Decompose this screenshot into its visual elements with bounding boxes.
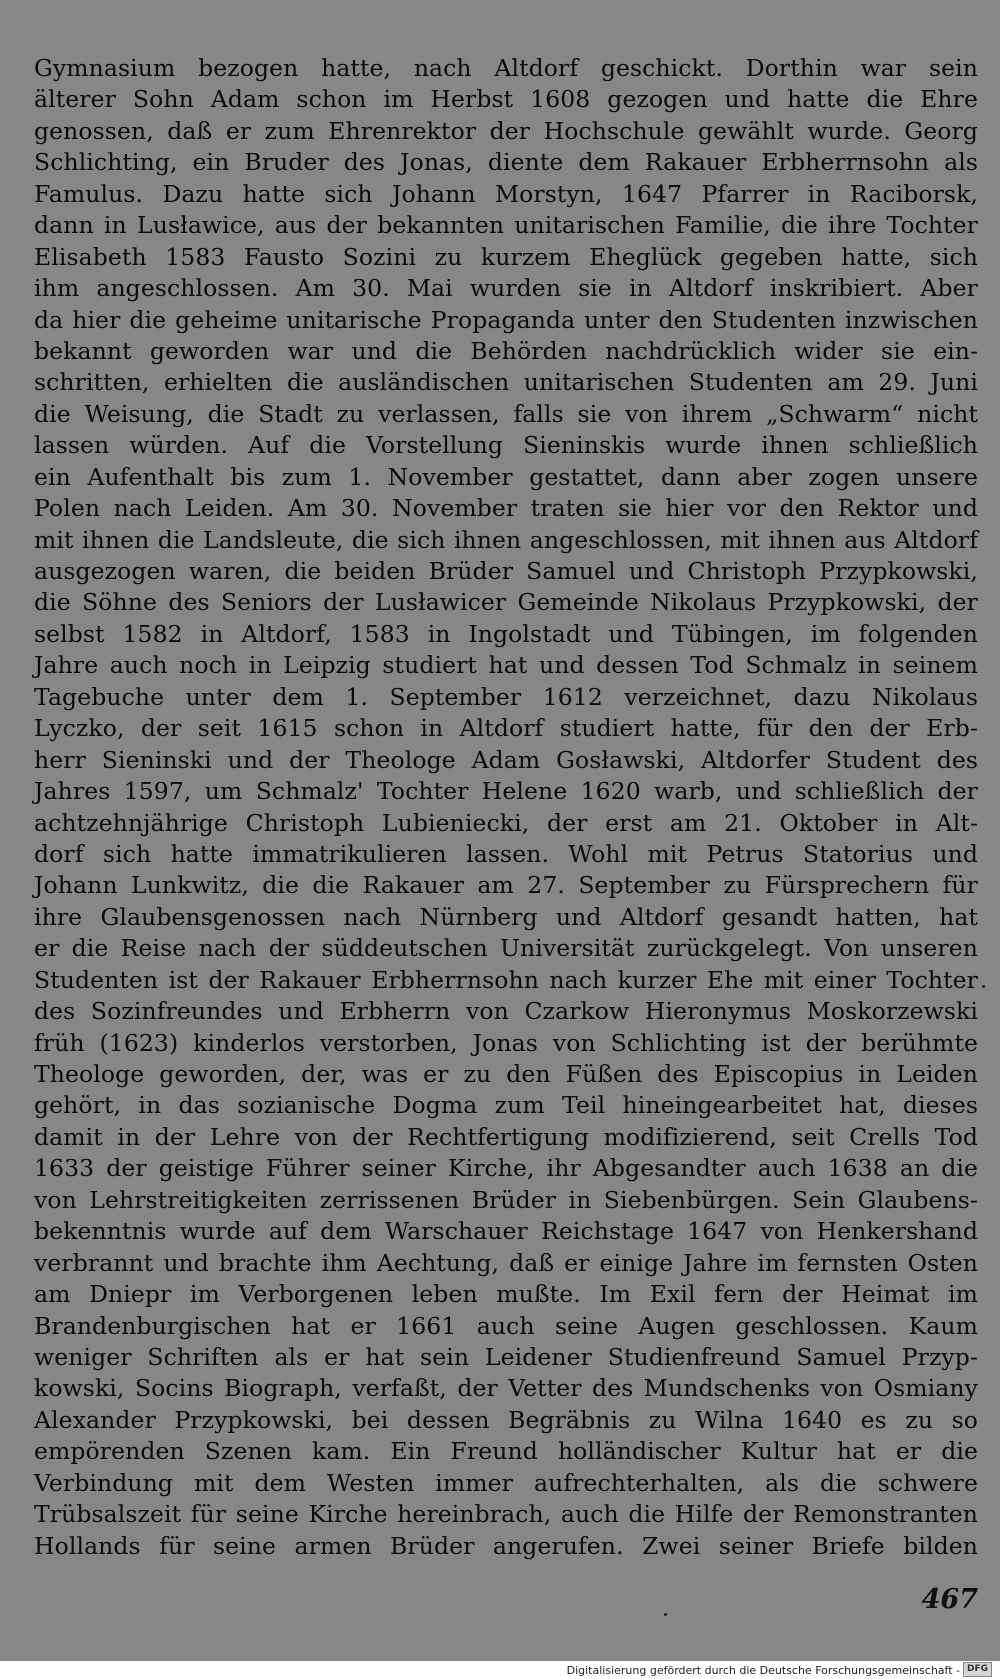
text-line: achtzehnjährige Christoph Lubieniecki, der erst am 21. Oktober in Alt- [34,808,978,837]
text-line: dann in Lusławice, aus der bekannten unitarischen Familie, die ihre Tochter [34,211,978,240]
text-line: selbst 1582 in Altdorf, 1583 in Ingolstadt und Tübingen, im folgenden [34,619,978,648]
text-line: Studenten ist der Rakauer Erbherrnsohn nach kurzer Ehe mit einer Tochter [34,965,978,994]
text-line: herr Sieninski und der Theologe Adam Gosławski, Altdorfer Student des [34,745,978,774]
text-line: früh (1623) kinderlos verstorben, Jonas von Schlichting ist der berühmte [34,1028,978,1057]
text-line: Alexander Przypkowski, bei dessen Begräbnis zu Wilna 1640 es zu so [34,1405,978,1434]
text-line: verbrannt und brachte ihm Aechtung, daß er einige Jahre im fernsten Osten [34,1248,978,1277]
text-line: von Lehrstreitigkeiten zerrissenen Brüder in Siebenbürgen. Sein Glaubens- [34,1185,978,1214]
text-line: Tagebuche unter dem 1. September 1612 verzeichnet, dazu Nikolaus [34,682,978,711]
text-line: Hollands für seine armen Brüder angerufen. Zwei seiner Briefe bilden [34,1531,978,1560]
text-line: die Söhne des Seniors der Lusławicer Gemeinde Nikolaus Przypkowski, der [34,588,978,617]
text-line: dorf sich hatte immatrikulieren lassen. Wohl mit Petrus Statorius und [34,839,978,868]
text-line: Theologe geworden, der, was er zu den Füßen des Episcopius in Leiden [34,1060,978,1088]
text-line: Lyczko, der seit 1615 schon in Altdorf studiert hatte, für den der Erb- [34,714,978,743]
text-line: lassen würden. Auf die Vorstellung Sieninskis wurde ihnen schließlich [34,431,978,460]
text-line: damit in der Lehre von der Rechtfertigung modifizierend, seit Crells Tod [34,1122,978,1151]
text-line: empörenden Szenen kam. Ein Freund holländischer Kultur hat er die [34,1437,978,1466]
text-line: da hier die geheime unitarische Propaganda unter den Studenten inzwischen [34,305,978,334]
text-line: Jahre auch noch in Leipzig studiert hat und dessen Tod Schmalz in seinem [34,651,978,680]
text-line: weniger Schriften als er hat sein Leidener Studienfreund Samuel Przyp- [34,1342,978,1371]
body-text [34,53,978,1562]
text-line: Jahres 1597, um Schmalz' Tochter Helene 1620 warb, und schließlich der [34,777,978,806]
text-line: älterer Sohn Adam schon im Herbst 1608 gezogen und hatte die Ehre [34,85,978,114]
text-line: Trübsalszeit für seine Kirche hereinbrach, auch die Hilfe der Remonstranten [34,1500,978,1529]
text-line: bekenntnis wurde auf dem Warschauer Reichstage 1647 von Henkershand [34,1217,978,1246]
text-line: Brandenburgischen hat er 1661 auch seine Augen geschlossen. Kaum [34,1311,978,1340]
page-number: 467 [921,1584,978,1615]
text-line: kowski, Socins Biograph, verfaßt, der Vetter des Mundschenks von Osmiany [34,1374,978,1403]
text-line: am Dniepr im Verborgenen leben mußte. Im Exil fern der Heimat im [34,1280,978,1309]
footer-credit: Digitalisierung gefördert durch die Deutsche Forschungsgemeinschaft - [566,1664,960,1677]
text-line: genossen, daß er zum Ehrenrektor der Hochschule gewählt wurde. Georg [34,116,978,145]
text-line: bekannt geworden war und die Behörden nachdrücklich wider sie ein- [34,336,978,365]
text-line: Johann Lunkwitz, die die Rakauer am 27. September zu Fürsprechern für [34,871,978,900]
dfg-logo: DFG [963,1662,992,1677]
footer-bar [0,1661,1000,1679]
text-line: ihre Glaubensgenossen nach Nürnberg und Altdorf gesandt hatten, hat [34,902,978,931]
scan-speck [982,985,985,988]
text-line: Verbindung mit dem Westen immer aufrechterhalten, als die schwere [34,1468,978,1497]
text-line: die Weisung, die Stadt zu verlassen, falls sie von ihrem „Schwarm“ nicht [34,399,978,428]
text-line: ihm angeschlossen. Am 30. Mai wurden sie in Altdorf inskribiert. Aber [34,274,978,303]
text-line: Elisabeth 1583 Fausto Sozini zu kurzem Eheglück gegeben hatte, sich [34,242,978,271]
text-line: Gymnasium bezogen hatte, nach Altdorf geschickt. Dorthin war sein [34,54,978,82]
text-line: schritten, erhielten die ausländischen unitarischen Studenten am 29. Juni [34,368,978,397]
text-line: des Sozinfreundes und Erbherrn von Czarkow Hieronymus Moskorzewski [34,997,978,1026]
text-line: 1633 der geistige Führer seiner Kirche, ihr Abgesandter auch 1638 an die [34,1154,978,1183]
text-line: Schlichting, ein Bruder des Jonas, diente dem Rakauer Erbherrnsohn als [34,148,978,177]
text-line: Polen nach Leiden. Am 30. November traten sie hier vor den Rektor und [34,494,978,523]
text-line: Famulus. Dazu hatte sich Johann Morstyn, 1647 Pfarrer in Raciborsk, [34,179,978,208]
text-line: er die Reise nach der süddeutschen Universität zurückgelegt. Von unseren [34,934,978,963]
text-line: mit ihnen die Landsleute, die sich ihnen angeschlossen, mit ihnen aus Altdorf [34,525,978,554]
text-line: ausgezogen waren, die beiden Brüder Samuel und Christoph Przypkowski, [34,557,978,585]
text-line: ein Aufenthalt bis zum 1. November gestattet, dann aber zogen unsere [34,462,978,491]
scan-speck [664,1613,667,1616]
text-line: gehört, in das sozianische Dogma zum Teil hineingearbeitet hat, dieses [34,1091,978,1120]
